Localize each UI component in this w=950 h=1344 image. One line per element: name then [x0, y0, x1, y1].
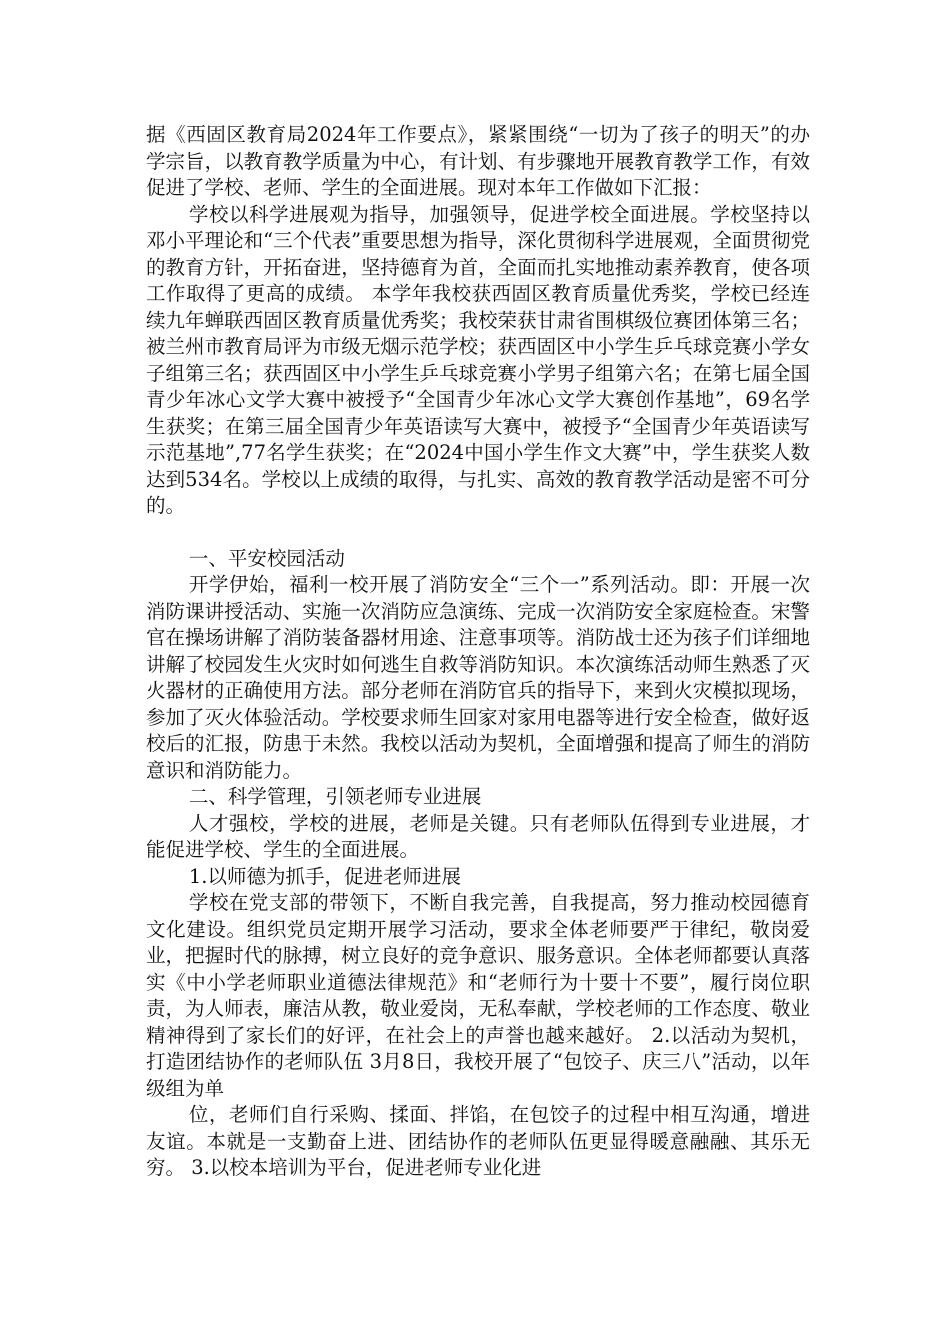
dumpling-activity-paragraph: 位，老师们自行采购、揉面、拌馅，在包饺子的过程中相互沟通，增进友谊。本就是一支勤奋上进、团结协作的老师队伍更显得暖意融融、其乐无穷。 3.以校本培训为平台，促进老师专业化进 — [146, 1103, 810, 1179]
document-page — [146, 122, 810, 1182]
intro-paragraph: 据《西固区教育局2024年工作要点》，紧紧围绕“一切为了孩子的明天”的办学宗旨，以教育教学质量为中心，有计划、有步骤地开展教育教学工作，有效促进了学校、老师、学生的全面进展。现对本年工作做如下汇报： — [146, 123, 810, 199]
teacher-development-paragraph: 人才强校，学校的进展，老师是关键。只有老师队伍得到专业进展，才能促进学校、学生的全面进展。 — [146, 811, 810, 861]
fire-safety-paragraph: 开学伊始，福利一校开展了消防安全“三个一”系列活动。即：开展一次消防课讲授活动、实施一次消防应急演练、完成一次消防安全家庭检查。宋警官在操场讲解了消防装备器材用途、注意事项等。消防战士还为孩子们详细地讲解了校园发生火灾时如何逃生自救等消防知识。本次演练活动师生熟悉了灭火器材的正确使用方法。部分老师在消防官兵的指导下，来到火灾模拟现场，参加了灭火体验活动。学校要求师生回家对家用电器等进行安全检查，做好返校后的汇报，防患于未然。我校以活动为契机，全面增强和提高了师生的消防意识和消防能力。 — [146, 573, 810, 782]
paragraph-spacer — [146, 520, 810, 546]
subheading-ethics: 1.以师德为抓手，促进老师进展 — [188, 864, 461, 888]
ethics-paragraph: 学校在党支部的带领下，不断自我完善，自我提高，努力推动校园德育文化建设。组织党员定期开展学习活动，要求全体老师要严于律纪，敬岗爱业，把握时代的脉搏，树立良好的竞争意识、服务意识。全体老师都要认真落实《中小学老师职业道德法律规范》和“老师行为十要十不要”，履行岗位职责，为人师表，廉洁从教，敬业爱岗，无私奉献，学校老师的工作态度、敬业精神得到了家长们的好评，在社会上的声誉也越来越好。 2.以活动为契机，打造团结协作的老师队伍 3月8日，我校开展了“包饺子、庆三八”活动，以年级组为单 — [146, 891, 810, 1100]
school-achievements-paragraph: 学校以科学进展观为指导，加强领导，促进学校全面进展。学校坚持以邓小平理论和“三个代表”重要思想为指导，深化贯彻科学进展观，全面贯彻党的教育方针，开拓奋进，坚持德育为首，全面而扎实地推动素养教育，使各项工作取得了更高的成绩。 本学年我校获西固区教育质量优秀奖，学校已经连续九年蝉联西固区教育质量优秀奖；我校荣获甘肃省围棋级位赛团体第三名；被兰州市教育局评为市级无烟示范学校；获西固区中小学生乒乓球竞赛小学女子组第三名；获西固区中小学生乒乓球竞赛小学男子组第六名；在第七届全国青少年冰心文学大赛中被授予“全国青少年冰心文学大赛创作基地”，69名学生获奖；在第三届全国青少年英语读写大赛中，被授予“全国青少年英语读写示范基地”,77名学生获奖；在“2024中国小学生作文大赛”中，学生获奖人数达到534名。学校以上成绩的取得，与扎实、高效的教育教学活动是密不可分的。 — [146, 202, 810, 517]
section-heading-safety: 一、平安校园活动 — [188, 546, 345, 570]
section-heading-management: 二、科学管理，引领老师专业进展 — [188, 785, 482, 808]
